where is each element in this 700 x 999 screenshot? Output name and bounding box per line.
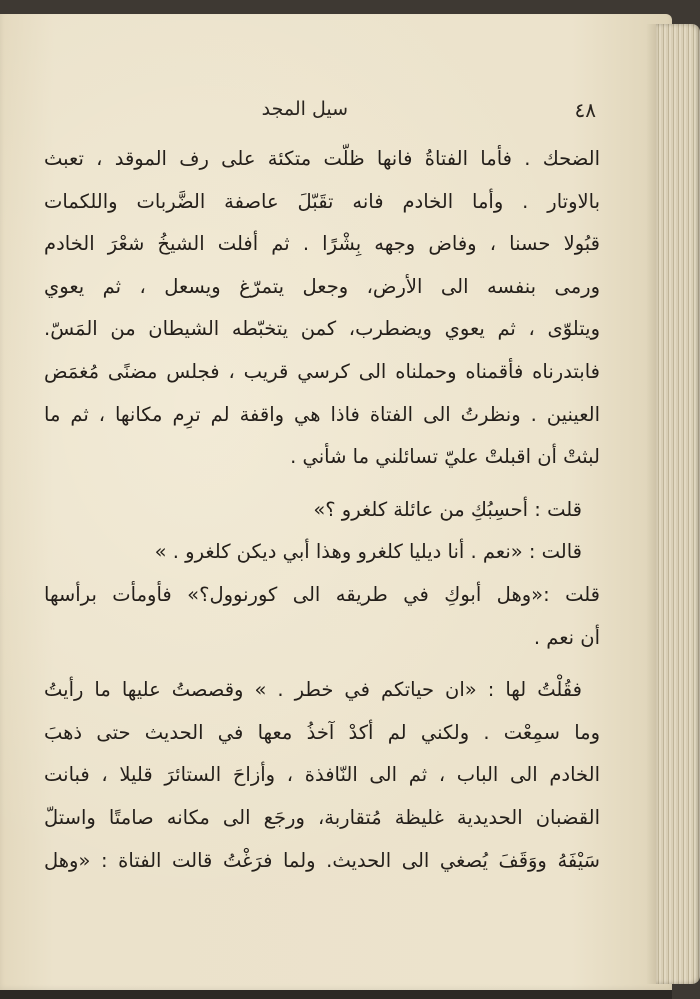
text-line: الضحك . فأما الفتاةُ فانها ظلّت متكئة على رف الموقد ، تعبث [44,147,600,170]
page-header [56,98,596,132]
text-line: أن نعم . [533,625,600,649]
running-title: سيل المجد [261,98,348,120]
text-line: قلت :«وهل أبوكِ في طريقه الى كورنوول؟» فأومأت برأسها [44,582,600,606]
text-line: قلت : أحسِبُكِ من عائلة كلغرو ؟» [313,497,582,521]
scan-bottom-border [0,990,672,999]
text-line: ويتلوّى ، ثم يعوي ويضطرب، كمن يتخبّطه الشيطان من المَسّ. [44,317,600,341]
text-line: بالاوتار . وأما الخادم فانه تقَبّلَ عاصفة الضَّربات واللكمات [44,189,600,213]
body-text [44,138,600,882]
text-line: قبُولا حسنا ، وفاض وجهه بِشْرًا . ثم أفلت الشيخُ شعْرَ الخادم [44,232,600,256]
text-line: العينين . ونظرتُ الى الفتاة فاذا هي واقفة لم ترِم مكانها ، ثم ما [44,402,600,426]
text-line: قالت : «نعم . أنا ديليا كلغرو وهذا أبي ديكن كلغرو . » [154,540,582,564]
text-line: فابتدرناه فأقمناه وحملناه الى كرسي قريب ، فجلس مضنًى مُغمَض [44,359,600,383]
page-stack-edges [656,24,700,984]
text-line: الخادم الى الباب ، ثم الى النّافذة ، وأزاحَ الستائرَ قليلا ، فبانت [44,763,600,787]
text-line: ورمى بنفسه الى الأرض، وجعل يتمرّغ ويسعل ، ثم يعوي [44,274,600,298]
text-line: القضبان الحديدية غليظة مُتقاربة، ورجَع الى مكانه صامتًا واستلّ [44,805,600,829]
text-line: فقُلْتُ لها : «ان حياتكم في خطر . » وقصصتُ عليها ما رأيتُ [44,678,582,702]
paper-sheet [0,14,672,992]
text-line: سَيْفَهُ ووَقَفَ يُصغي الى الحديث. ولما فرَغْتُ قالت الفتاة : «وهل [44,848,600,872]
page-number: ٤٨ [574,98,596,122]
text-line: لبثتْ أن اقبلتْ عليّ تسائلني ما شأني . [290,445,600,469]
text-line: وما سمِعْت . ولكني لم أكدْ آخذُ معها في الحديث حتى ذهبَ [44,720,600,744]
